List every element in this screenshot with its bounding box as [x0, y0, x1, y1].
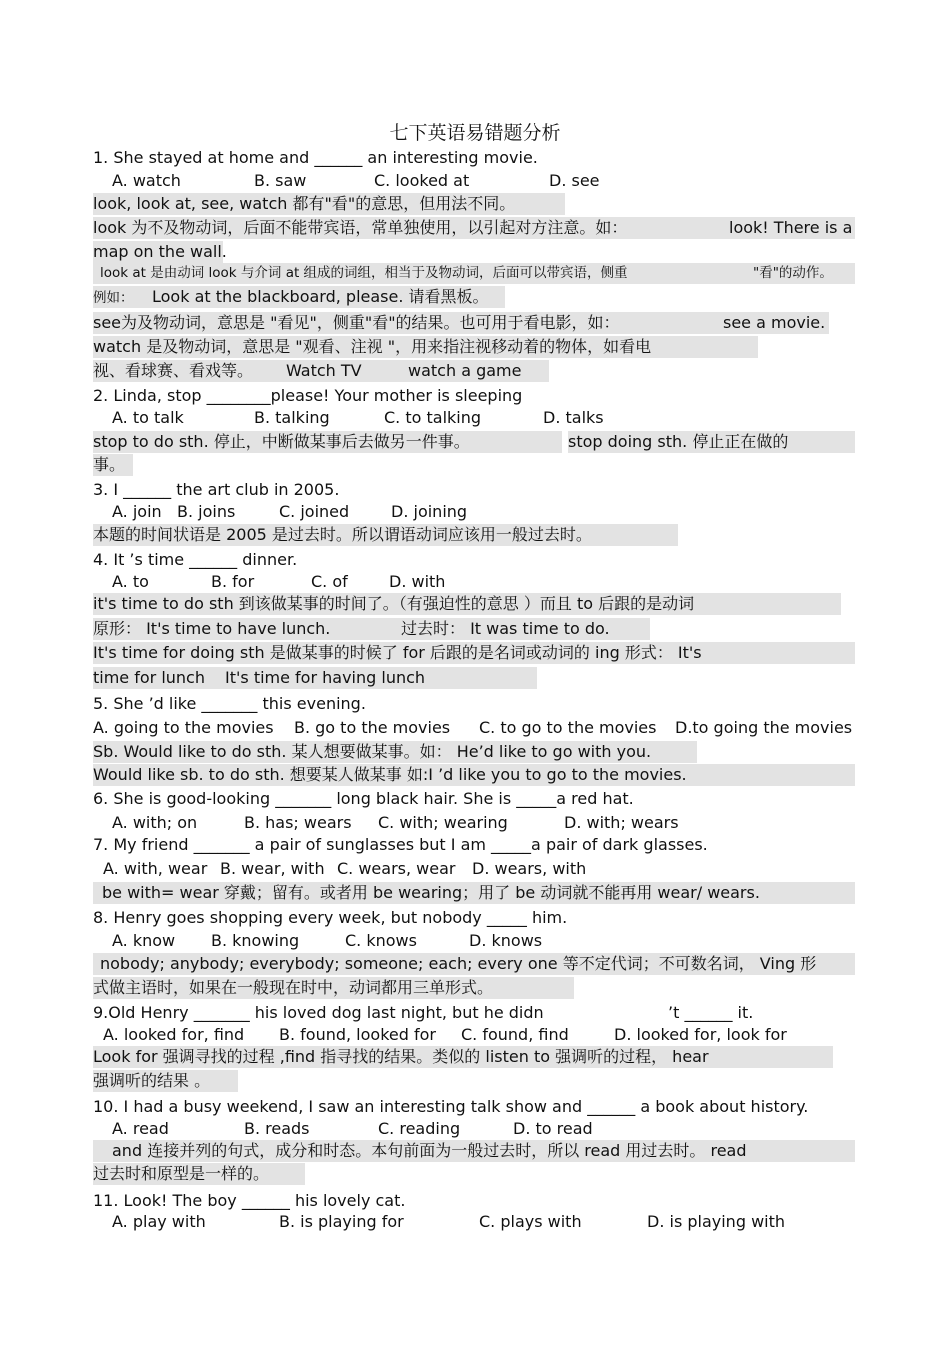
q9-option-b: B. found, looked for — [279, 1025, 436, 1044]
q8-note-text: nobody; anybody; everybody; someone; each; every one 等不定代词；不可数名词， Ving 形 — [100, 954, 817, 973]
q2-option-a: A. to talk — [112, 408, 184, 427]
question-2: 2. Linda, stop ________please! Your mother is sleeping — [93, 386, 523, 405]
q9-option-a: A. looked for, find — [103, 1025, 245, 1044]
question-9-tail: ’t ______ it. — [668, 1003, 754, 1022]
q1-note-text: look 为不及物动词，后面不能带宾语，常单独使用，以引起对方注意。如： — [93, 218, 628, 237]
q11-option-d: D. is playing with — [647, 1212, 786, 1231]
q10-note-text: and 连接并列的句式，成分和时态。本句前面为一般过去时，所以 read 用过去时。 read — [112, 1141, 747, 1160]
q2-option-d: D. talks — [543, 408, 604, 427]
q5-note: Sb. Would like to do sth. 某人想要做某事。如： He’d like to go with you. — [93, 741, 697, 763]
q4-option-d: D. with — [389, 572, 446, 591]
q1-option-c: C. looked at — [374, 171, 470, 190]
q1-note — [93, 217, 855, 239]
q1-note: look, look at, see, watch 都有"看"的意思，但用法不同。 — [93, 193, 565, 215]
page-title: 七下英语易错题分析 — [389, 122, 561, 144]
q1-note — [93, 312, 829, 334]
q4-note-text: time for lunch — [93, 668, 205, 687]
q9-note: 强调听的结果 。 — [93, 1070, 238, 1092]
q1-note-text: Look at the blackboard, please. 请看黑板。 — [152, 287, 489, 306]
q1-note-text: look! There is a — [729, 218, 853, 237]
q4-note-text: It's time for having lunch — [225, 668, 426, 687]
q7-note-text: be with= wear 穿戴；留有。或者用 be wearing；用了 be 动词就不能再用 wear/ wears. — [102, 883, 760, 902]
q1-option-b: B. saw — [254, 171, 307, 190]
q4-note — [93, 667, 537, 689]
q11-option-b: B. is playing for — [279, 1212, 404, 1231]
q7-option-b: B. wear, with — [220, 859, 325, 878]
q6-option-b: B. has; wears — [244, 813, 352, 832]
question-6: 6. She is good-looking _______ long black hair. She is _____a red hat. — [93, 789, 634, 808]
q1-note-text: 例如： — [93, 290, 134, 306]
question-1: 1. She stayed at home and ______ an interesting movie. — [93, 148, 538, 167]
q1-note — [93, 286, 505, 308]
question-4: 4. It ’s time ______ dinner. — [93, 550, 298, 569]
q4-option-c: C. of — [311, 572, 348, 591]
q3-option-c: C. joined — [279, 502, 350, 521]
q5-option-d: D.to going the movies — [675, 718, 853, 737]
q1-note-text: see为及物动词，意思是 "看见"，侧重"看"的结果。也可用于看电影，如： — [93, 313, 620, 332]
q10-option-a: A. read — [112, 1119, 169, 1138]
q6-option-d: D. with; wears — [564, 813, 679, 832]
q8-option-b: B. knowing — [211, 931, 300, 950]
q4-note: It's time for doing sth 是做某事的时候了 for 后跟的是名词或动词的 ing 形式： It's — [93, 642, 855, 664]
q2-note: stop doing sth. 停止正在做的 — [568, 431, 855, 453]
q11-option-c: C. plays with — [479, 1212, 582, 1231]
question-10: 10. I had a busy weekend, I saw an interesting talk show and ______ a book about history. — [93, 1097, 809, 1116]
q1-note-text: see a movie. — [723, 313, 826, 332]
question-11: 11. Look! The boy ______ his lovely cat. — [93, 1191, 406, 1210]
q2-option-b: B. talking — [254, 408, 330, 427]
q1-option-a: A. watch — [112, 171, 181, 190]
q8-option-a: A. know — [112, 931, 176, 950]
q9-note: Look for 强调寻找的过程 ,find 指寻找的结果。类似的 listen to 强调听的过程， hear — [93, 1046, 833, 1068]
q1-note-text: look at 是由动词 look 与介词 at 组成的词组，相当于及物动词，后面可以带宾语，侧重 — [100, 265, 628, 281]
q8-option-c: C. knows — [345, 931, 417, 950]
question-5: 5. She ’d like _______ this evening. — [93, 694, 366, 713]
q4-option-a: A. to — [112, 572, 149, 591]
q1-option-d: D. see — [549, 171, 600, 190]
q5-option-c: C. to go to the movies — [479, 718, 657, 737]
q2-option-c: C. to talking — [384, 408, 482, 427]
q6-option-a: A. with; on — [112, 813, 198, 832]
q7-option-a: A. with, wear — [103, 859, 208, 878]
question-8: 8. Henry goes shopping every week, but nobody _____ him. — [93, 908, 568, 927]
q1-note-text: Watch TV — [286, 361, 362, 380]
q7-option-d: D. wears, with — [472, 859, 587, 878]
q9-option-d: D. looked for, look for — [614, 1025, 787, 1044]
q1-note — [93, 263, 855, 284]
q11-option-a: A. play with — [112, 1212, 206, 1231]
q3-note: 本题的时间状语是 2005 是过去时。所以谓语动词应该用一般过去时。 — [93, 524, 678, 546]
q3-option-a: A. join — [112, 502, 162, 521]
q7-option-c: C. wears, wear — [337, 859, 456, 878]
q3-option-d: D. joining — [391, 502, 468, 521]
q1-note-text: watch a game — [408, 361, 522, 380]
q4-option-b: B. for — [211, 572, 255, 591]
q8-option-d: D. knows — [469, 931, 543, 950]
q10-note: 过去时和原型是一样的。 — [93, 1163, 305, 1185]
q10-option-c: C. reading — [378, 1119, 461, 1138]
q10-option-b: B. reads — [244, 1119, 310, 1138]
q5-option-a: A. going to the movies — [93, 718, 274, 737]
q5-note: Would like sb. to do sth. 想要某人做某事 如:I ’d like you to go to the movies. — [93, 764, 855, 786]
q8-note — [93, 953, 855, 975]
q3-option-b: B. joins — [177, 502, 236, 521]
q6-option-c: C. with; wearing — [378, 813, 508, 832]
question-7: 7. My friend _______ a pair of sunglasses but I am _____a pair of dark glasses. — [93, 835, 708, 854]
q7-note — [93, 882, 855, 904]
q5-option-b: B. go to the movies — [294, 718, 451, 737]
q1-note-text: 视、看球赛、看戏等。 — [93, 361, 254, 380]
q10-option-d: D. to read — [513, 1119, 593, 1138]
q4-note-text: 原形： It's time to have lunch. — [93, 619, 331, 638]
q1-note — [93, 360, 549, 382]
q4-note-text: 过去时： It was time to do. — [401, 619, 610, 638]
q4-note — [93, 618, 650, 640]
question-9: 9.Old Henry _______ his loved dog last night, but he didn — [93, 1003, 544, 1022]
q10-note — [93, 1140, 855, 1162]
q1-note: watch 是及物动词，意思是 "观看、注视 "，用来指注视移动着的物体，如看电 — [93, 336, 758, 358]
q1-note-text: "看"的动作。 — [753, 265, 833, 281]
q8-note: 式做主语时，如果在一般现在时中，动词都用三单形式。 — [93, 977, 574, 999]
q9-option-c: C. found, find — [461, 1025, 569, 1044]
question-3: 3. I ______ the art club in 2005. — [93, 480, 340, 499]
q1-note: map on the wall. — [93, 242, 227, 261]
q4-note: it's time to do sth 到该做某事的时间了。（有强迫性的意思 ）而且 to 后跟的是动词 — [93, 593, 841, 615]
q2-note: stop to do sth. 停止，中断做某事后去做另一件事。 — [93, 431, 562, 453]
q2-note: 事。 — [93, 454, 133, 476]
